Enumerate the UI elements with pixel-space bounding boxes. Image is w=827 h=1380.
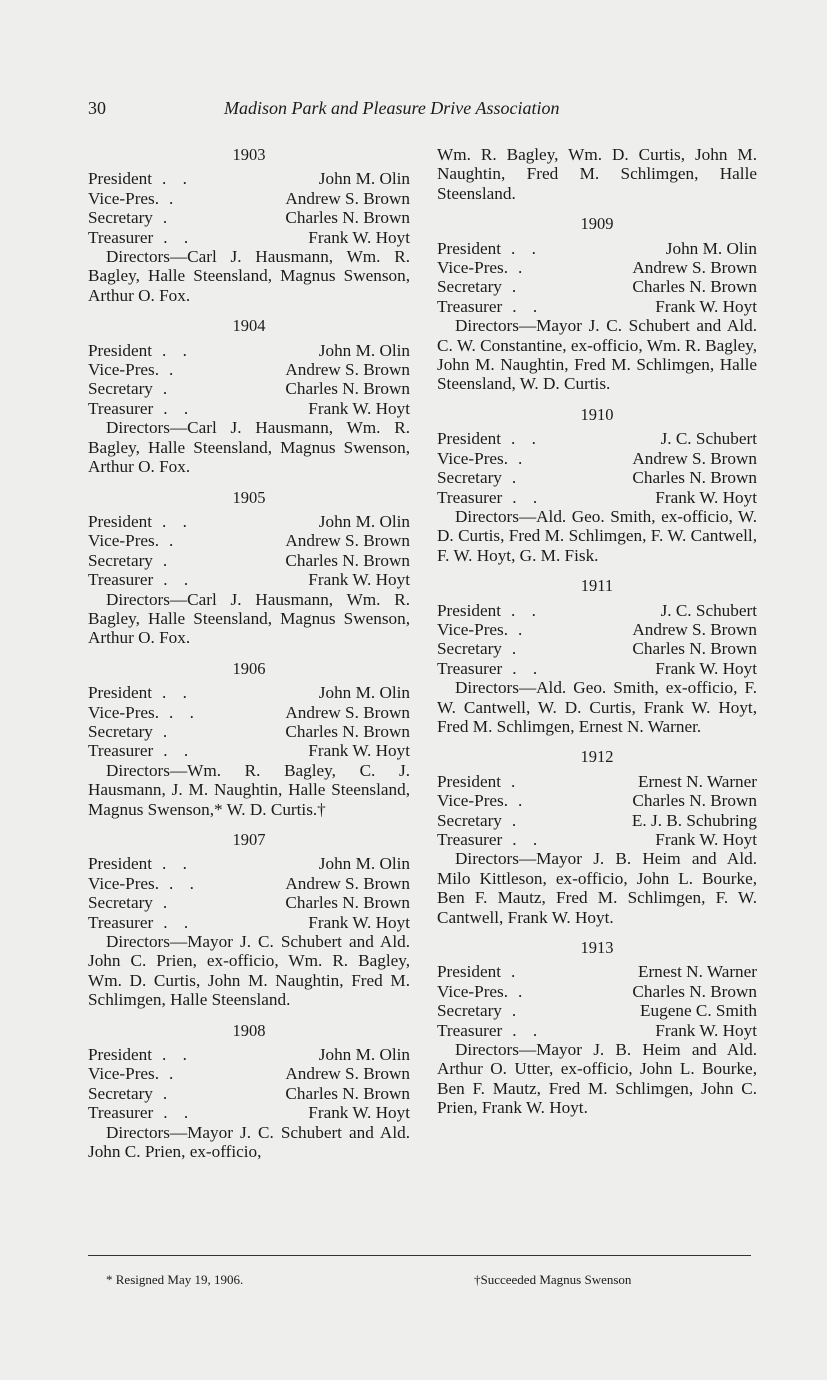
officer-role: Secretary: [437, 810, 502, 830]
directors-list: Directors—Ald. Geo. Smith, ex-officio, W. D. Curtis, Fred M. Schlimgen, F. W. Cantwell, F. W. Hoyt, G. M. Fisk.: [437, 506, 757, 565]
officer-name: Andrew S. Brown: [632, 619, 757, 639]
leader-dots: . .: [161, 169, 193, 189]
officer-row: [88, 913, 410, 932]
officer-name: Andrew S. Brown: [285, 188, 410, 208]
officer-role: President: [437, 238, 501, 258]
officer-name: Frank W. Hoyt: [308, 227, 410, 247]
officer-name: Eugene C. Smith: [640, 1001, 757, 1021]
leader-dots: .: [511, 639, 523, 659]
officer-row: [88, 1064, 410, 1083]
directors-list: Directors—Mayor J. B. Heim and Ald. Arthur O. Utter, ex-officio, John L. Bourke, Ben F. Mautz, Fred M. Schlimgen, John C. Prien, Frank W. Hoyt.: [437, 1040, 757, 1118]
officer-row: [437, 620, 757, 639]
leader-dots: . .: [161, 683, 193, 703]
officer-name: Charles N. Brown: [285, 379, 410, 399]
footnote-succeeded: †Succeeded Magnus Swenson: [474, 1272, 632, 1287]
officer-name: Andrew S. Brown: [285, 531, 410, 551]
year-heading-1908: 1908: [232, 1020, 266, 1040]
year-heading-1907: 1907: [232, 830, 266, 849]
officer-row: [88, 683, 410, 702]
officer-role: Vice-Pres.: [437, 619, 509, 639]
leader-dots: . .: [512, 487, 544, 507]
officer-name: John M. Olin: [318, 854, 410, 874]
officer-name: Andrew S. Brown: [632, 448, 757, 468]
leader-dots: .: [162, 379, 174, 399]
officer-name: Andrew S. Brown: [285, 873, 410, 893]
officer-name: Frank W. Hoyt: [308, 912, 410, 932]
officer-role: President: [437, 771, 501, 791]
officer-row: [437, 772, 757, 791]
directors-continuation: Wm. R. Bagley, Wm. D. Curtis, John M. Naughtin, Fred M. Schlimgen, Halle Steensland.: [437, 145, 757, 203]
officer-role: Secretary: [88, 550, 153, 570]
footnote-rule: [88, 1255, 751, 1256]
officer-name: J. C. Schubert: [660, 600, 757, 620]
officer-name: Frank W. Hoyt: [308, 1103, 410, 1123]
leader-dots: .: [169, 360, 180, 380]
officer-row: [88, 228, 410, 247]
leader-dots: .: [510, 771, 522, 791]
directors-list: Directors—Mayor J. C. Schubert and Ald. John C. Prien, ex-officio, Wm. R. Bagley, Wm. D. Curtis, John M. Naughtin, Fred M. Schlimgen, Halle Steensland.: [88, 932, 410, 1010]
leader-dots: .: [518, 981, 529, 1001]
year-heading-1911: 1911: [580, 576, 614, 596]
directors-list: Directors—Mayor J. C. Schubert and Ald. John C. Prien, ex-officio,: [88, 1122, 410, 1162]
officer-row: [437, 659, 757, 678]
leader-dots: .: [518, 258, 529, 278]
officer-name: John M. Olin: [318, 340, 410, 360]
officer-role: President: [437, 962, 501, 982]
leader-dots: .: [511, 1001, 523, 1021]
officer-row: [437, 277, 757, 296]
officer-row: [437, 962, 757, 981]
officer-role: Treasurer: [88, 227, 154, 247]
officer-role: Secretary: [88, 379, 153, 399]
officer-name: Charles N. Brown: [632, 468, 757, 488]
directors-list: Directors—Mayor J. C. Schubert and Ald. C. W. Constantine, ex-officio, Wm. R. Bagley, John M. Naughtin, Fred M. Schlimgen, Halle Steensland, W. D. Curtis.: [437, 316, 757, 394]
officer-name: Andrew S. Brown: [632, 258, 757, 278]
officer-name: John M. Olin: [318, 169, 410, 189]
officer-role: Secretary: [437, 277, 502, 297]
leader-dots: . .: [510, 238, 542, 258]
officer-role: Treasurer: [88, 912, 154, 932]
leader-dots: . .: [163, 741, 195, 761]
directors-list: Directors—Carl J. Hausmann, Wm. R. Bagley, Halle Steensland, Magnus Swenson, Arthur O. Fox.: [88, 247, 410, 305]
officer-role: Secretary: [88, 721, 153, 741]
officer-name: Frank W. Hoyt: [655, 830, 757, 849]
officer-name: John M. Olin: [318, 1045, 410, 1065]
officer-row: [437, 791, 757, 810]
officer-row: [88, 874, 410, 893]
officer-row: [437, 1001, 757, 1020]
year-heading-1904: 1904: [232, 316, 266, 336]
officer-name: Andrew S. Brown: [285, 702, 410, 722]
officer-name: Charles N. Brown: [632, 277, 757, 297]
officer-role: Secretary: [437, 639, 502, 659]
officer-role: Vice-Pres.: [88, 188, 160, 208]
directors-list: Directors—Carl J. Hausmann, Wm. R. Bagley, Halle Steensland, Magnus Swenson, Arthur O. Fox.: [88, 589, 410, 648]
officer-role: President: [437, 600, 501, 620]
year-heading-1905: 1905: [232, 487, 266, 507]
officer-role: Treasurer: [88, 1103, 154, 1123]
leader-dots: . .: [169, 873, 200, 893]
leader-dots: .: [511, 277, 523, 297]
directors-list: Directors—Wm. R. Bagley, C. J. Hausmann, J. M. Naughtin, Halle Steensland, Magnus Swenson,* W. D. Curtis.†: [88, 760, 410, 819]
officer-role: Vice-Pres.: [88, 1064, 160, 1084]
leader-dots: .: [510, 962, 522, 982]
officer-role: Treasurer: [437, 1020, 503, 1040]
right-column: [437, 145, 757, 1118]
officer-row: [88, 360, 410, 379]
officer-role: President: [88, 169, 152, 189]
officer-row: [88, 531, 410, 550]
leader-dots: .: [511, 810, 523, 830]
running-title: Madison Park and Pleasure Drive Association: [224, 98, 560, 118]
officer-role: President: [88, 340, 152, 360]
year-heading-1912: 1912: [580, 747, 614, 767]
officer-name: E. J. B. Schubring: [631, 810, 757, 830]
officer-name: Charles N. Brown: [285, 893, 410, 913]
officer-role: Treasurer: [437, 487, 503, 507]
officer-name: Charles N. Brown: [285, 550, 410, 570]
directors-list: Directors—Mayor J. B. Heim and Ald. Milo Kittleson, ex-officio, John L. Bourke, Ben F. Mautz, Fred M. Schlimgen, F. W. Cantwell, Frank W. Hoyt.: [437, 849, 757, 927]
directors-list: Directors—Ald. Geo. Smith, ex-officio, F. W. Cantwell, W. D. Curtis, Frank W. Hoyt, Fred M. Schlimgen, Ernest N. Warner.: [437, 678, 757, 736]
officer-row: [437, 639, 757, 658]
leader-dots: . .: [163, 912, 195, 932]
leader-dots: . .: [161, 340, 193, 360]
officer-role: Treasurer: [437, 658, 503, 678]
officer-name: Andrew S. Brown: [285, 1064, 410, 1084]
officer-role: Secretary: [437, 1001, 502, 1021]
officer-row: [88, 1084, 410, 1103]
officer-row: [437, 258, 757, 277]
year-heading-1909: 1909: [580, 214, 614, 234]
officer-role: Secretary: [88, 893, 153, 913]
officer-row: [437, 297, 757, 316]
leader-dots: .: [518, 791, 529, 811]
officer-name: Charles N. Brown: [632, 791, 757, 811]
officer-role: Secretary: [88, 1083, 153, 1103]
year-heading-1906: 1906: [232, 658, 266, 678]
leader-dots: .: [162, 721, 174, 741]
officer-name: Frank W. Hoyt: [655, 296, 757, 316]
officer-role: Vice-Pres.: [437, 448, 509, 468]
officer-row: [88, 854, 410, 873]
leader-dots: . .: [169, 702, 200, 722]
officer-name: Charles N. Brown: [285, 208, 410, 228]
leader-dots: .: [511, 468, 523, 488]
leader-dots: .: [162, 550, 174, 570]
leader-dots: . .: [512, 296, 544, 316]
officer-name: John M. Olin: [318, 683, 410, 703]
officer-row: [88, 551, 410, 570]
officer-name: Ernest N. Warner: [637, 962, 757, 982]
officer-role: Treasurer: [88, 398, 154, 418]
year-heading-1913: 1913: [580, 938, 614, 958]
officer-name: Frank W. Hoyt: [655, 487, 757, 507]
officer-row: [88, 722, 410, 741]
officer-role: President: [88, 511, 152, 531]
officer-row: [437, 811, 757, 830]
leader-dots: . .: [161, 1045, 193, 1065]
leader-dots: .: [169, 1064, 180, 1084]
leader-dots: . .: [512, 1020, 544, 1040]
officer-row: [88, 703, 410, 722]
leader-dots: .: [169, 531, 180, 551]
leader-dots: . .: [510, 600, 542, 620]
officer-row: [437, 488, 757, 507]
year-heading-1903: 1903: [232, 145, 266, 164]
leader-dots: . .: [161, 854, 193, 874]
officer-role: Vice-Pres.: [88, 702, 160, 722]
leader-dots: .: [162, 893, 174, 913]
officer-row: [88, 169, 410, 188]
officer-row: [88, 512, 410, 531]
officer-row: [88, 379, 410, 398]
officer-role: Secretary: [88, 208, 153, 228]
officer-name: Charles N. Brown: [632, 981, 757, 1001]
leader-dots: . .: [163, 570, 195, 590]
officer-name: Frank W. Hoyt: [308, 741, 410, 761]
officer-name: John M. Olin: [665, 238, 757, 258]
officer-role: President: [88, 854, 152, 874]
officer-row: [437, 468, 757, 487]
leader-dots: . .: [163, 1103, 195, 1123]
officer-name: Charles N. Brown: [285, 1083, 410, 1103]
officer-role: Treasurer: [88, 570, 154, 590]
leader-dots: . .: [510, 429, 542, 449]
officer-row: [437, 601, 757, 620]
officer-row: [88, 1103, 410, 1122]
officer-role: Vice-Pres.: [437, 981, 509, 1001]
officer-name: John M. Olin: [318, 511, 410, 531]
officer-role: Vice-Pres.: [437, 258, 509, 278]
officer-row: [88, 1045, 410, 1064]
officer-row: [88, 189, 410, 208]
officer-row: [437, 429, 757, 448]
officer-role: President: [88, 683, 152, 703]
officer-role: Treasurer: [437, 296, 503, 316]
officer-name: Charles N. Brown: [285, 721, 410, 741]
officer-name: Frank W. Hoyt: [308, 570, 410, 590]
officer-row: [88, 741, 410, 760]
officer-row: [437, 239, 757, 258]
officer-role: President: [437, 429, 501, 449]
officer-row: [88, 893, 410, 912]
officer-role: President: [88, 1045, 152, 1065]
officer-row: [437, 449, 757, 468]
page-header: [88, 98, 748, 122]
year-heading-1910: 1910: [580, 404, 614, 424]
leader-dots: . .: [163, 227, 195, 247]
left-column: [88, 145, 410, 1162]
leader-dots: . .: [161, 511, 193, 531]
page-number: 30: [88, 98, 106, 118]
leader-dots: . .: [512, 658, 544, 678]
officer-name: Frank W. Hoyt: [655, 1020, 757, 1040]
officer-role: Vice-Pres.: [88, 360, 160, 380]
officer-name: Andrew S. Brown: [285, 360, 410, 380]
leader-dots: .: [162, 208, 174, 228]
officer-role: Secretary: [437, 468, 502, 488]
officer-row: [437, 982, 757, 1001]
officer-name: J. C. Schubert: [660, 429, 757, 449]
officer-name: Ernest N. Warner: [637, 771, 757, 791]
officer-role: Treasurer: [88, 741, 154, 761]
leader-dots: .: [518, 619, 529, 639]
leader-dots: . .: [512, 830, 544, 849]
officer-row: [88, 208, 410, 227]
footnote-resigned: * Resigned May 19, 1906.: [106, 1272, 244, 1287]
officer-role: Treasurer: [437, 830, 503, 849]
directors-list: Directors—Carl J. Hausmann, Wm. R. Bagley, Halle Steensland, Magnus Swenson, Arthur O. Fox.: [88, 418, 410, 477]
officer-role: Vice-Pres.: [88, 531, 160, 551]
officer-row: [88, 570, 410, 589]
officer-role: Vice-Pres.: [88, 873, 160, 893]
officer-name: Frank W. Hoyt: [655, 658, 757, 678]
leader-dots: .: [162, 1083, 174, 1103]
officer-row: [88, 341, 410, 360]
officer-role: Vice-Pres.: [437, 791, 509, 811]
leader-dots: .: [169, 188, 180, 208]
leader-dots: .: [518, 448, 529, 468]
officer-name: Frank W. Hoyt: [308, 398, 410, 418]
officer-row: [437, 830, 757, 849]
officer-row: [88, 399, 410, 418]
officer-name: Charles N. Brown: [632, 639, 757, 659]
officer-row: [437, 1021, 757, 1040]
leader-dots: . .: [163, 398, 195, 418]
